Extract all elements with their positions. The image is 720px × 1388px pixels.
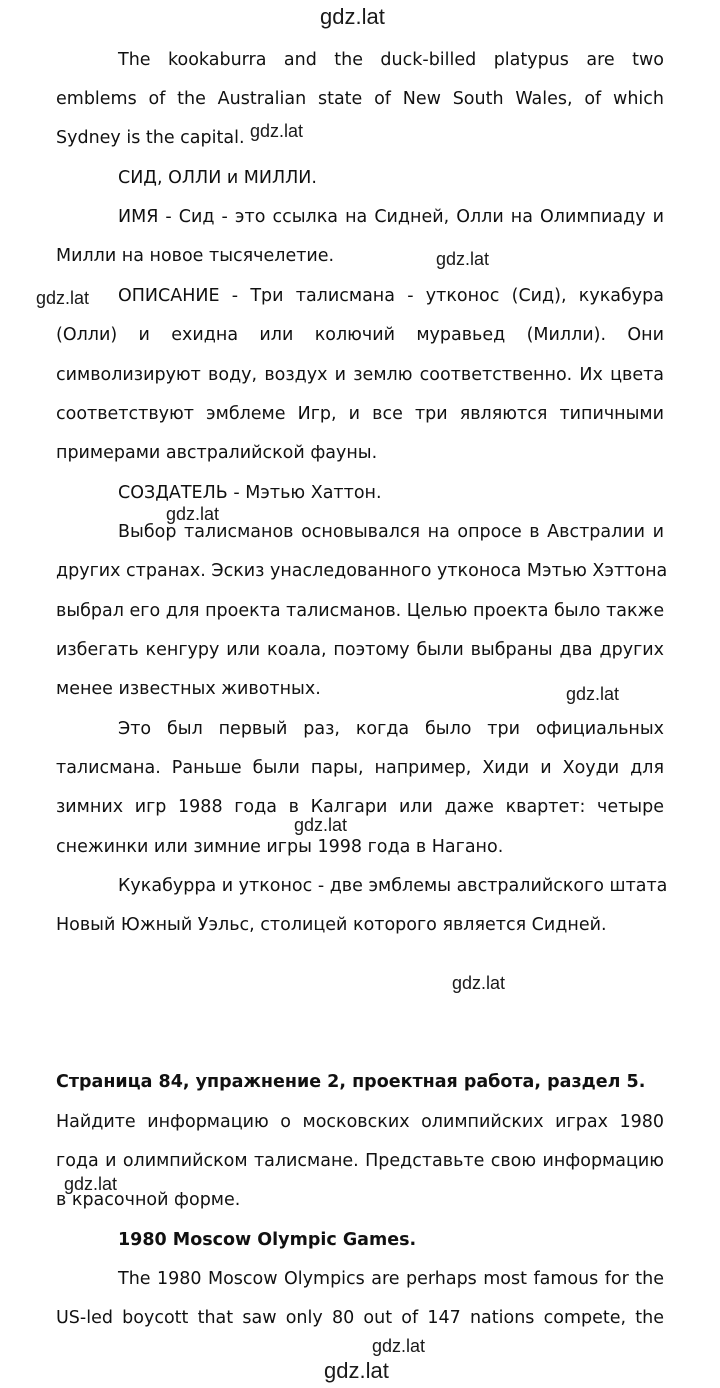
watermark: gdz.lat [566,684,620,704]
text-line: Новый Южный Уэльс, столицей которого является Сидней. [56,915,607,935]
text-line: Это был первый раз, когда было три официальных [118,719,664,739]
watermark: gdz.lat [166,504,220,524]
text-line: ИМЯ - Сид - это ссылка на Сидней, Олли на Олимпиаду и [118,207,664,227]
watermark: gdz.lat [36,288,90,308]
text-line: (Олли) и ехидна или колючий муравьед (Милли). Они [56,325,664,345]
watermark-bottom: gdz.lat [324,1358,389,1383]
text-line: избегать кенгуру или коала, поэтому были выбраны два других [56,640,664,660]
text-line: The 1980 Moscow Olympics are perhaps most famous for the [118,1269,664,1289]
text-line: The kookaburra and the duck-billed platypus are two [118,50,664,70]
watermark: gdz.lat [294,815,348,835]
text-line: в красочной форме. [56,1190,241,1210]
watermark: gdz.lat [436,249,490,269]
text-line: Найдите информацию о московских олимпийских играх 1980 [56,1112,664,1132]
text-line: снежинки или зимние игры 1998 года в Нагано. [56,837,504,857]
text-line: года и олимпийском талисмане. Представьте свою информацию [56,1151,664,1171]
text-line: зимних игр 1988 года в Калгари или даже квартет: четыре [56,797,664,817]
text-line: примерами австралийской фауны. [56,443,378,463]
text-line: Кукабурра и утконос - две эмблемы австралийского штата [118,876,668,896]
text-line: ОПИСАНИЕ - Три талисмана - утконос (Сид), кукабура [118,286,664,306]
text-line: менее известных животных. [56,679,321,699]
text-line: US-led boycott that saw only 80 out of 147 nations compete, the [56,1308,664,1328]
watermark: gdz.lat [250,121,304,141]
text-line: Выбор талисманов основывался на опросе в Австралии и [118,522,664,542]
watermark: gdz.lat [64,1174,118,1194]
watermark: gdz.lat [372,1336,426,1356]
text-line: других странах. Эскиз унаследованного утконоса Мэтью Хэттона [56,561,668,581]
watermark: gdz.lat [452,973,506,993]
text-line: символизируют воду, воздух и землю соответственно. Их цвета [56,365,664,385]
text-line: emblems of the Australian state of New South Wales, of which [56,89,664,109]
text-line: талисмана. Раньше были пары, например, Хиди и Хоуди для [56,758,664,778]
text-line: соответствуют эмблеме Игр, и все три являются типичными [56,404,664,424]
moscow-title: 1980 Moscow Olympic Games. [118,1230,417,1250]
text-line: выбрал его для проекта талисманов. Целью проекта было также [56,601,665,621]
section-heading: Страница 84, упражнение 2, проектная работа, раздел 5. [56,1072,646,1092]
creator-line: СОЗДАТЕЛЬ - Мэтью Хаттон. [118,483,382,503]
mascot-title: СИД, ОЛЛИ и МИЛЛИ. [118,168,317,188]
watermark-top: gdz.lat [320,4,385,29]
text-line: Sydney is the capital. [56,128,245,148]
text-line: Милли на новое тысячелетие. [56,246,335,266]
